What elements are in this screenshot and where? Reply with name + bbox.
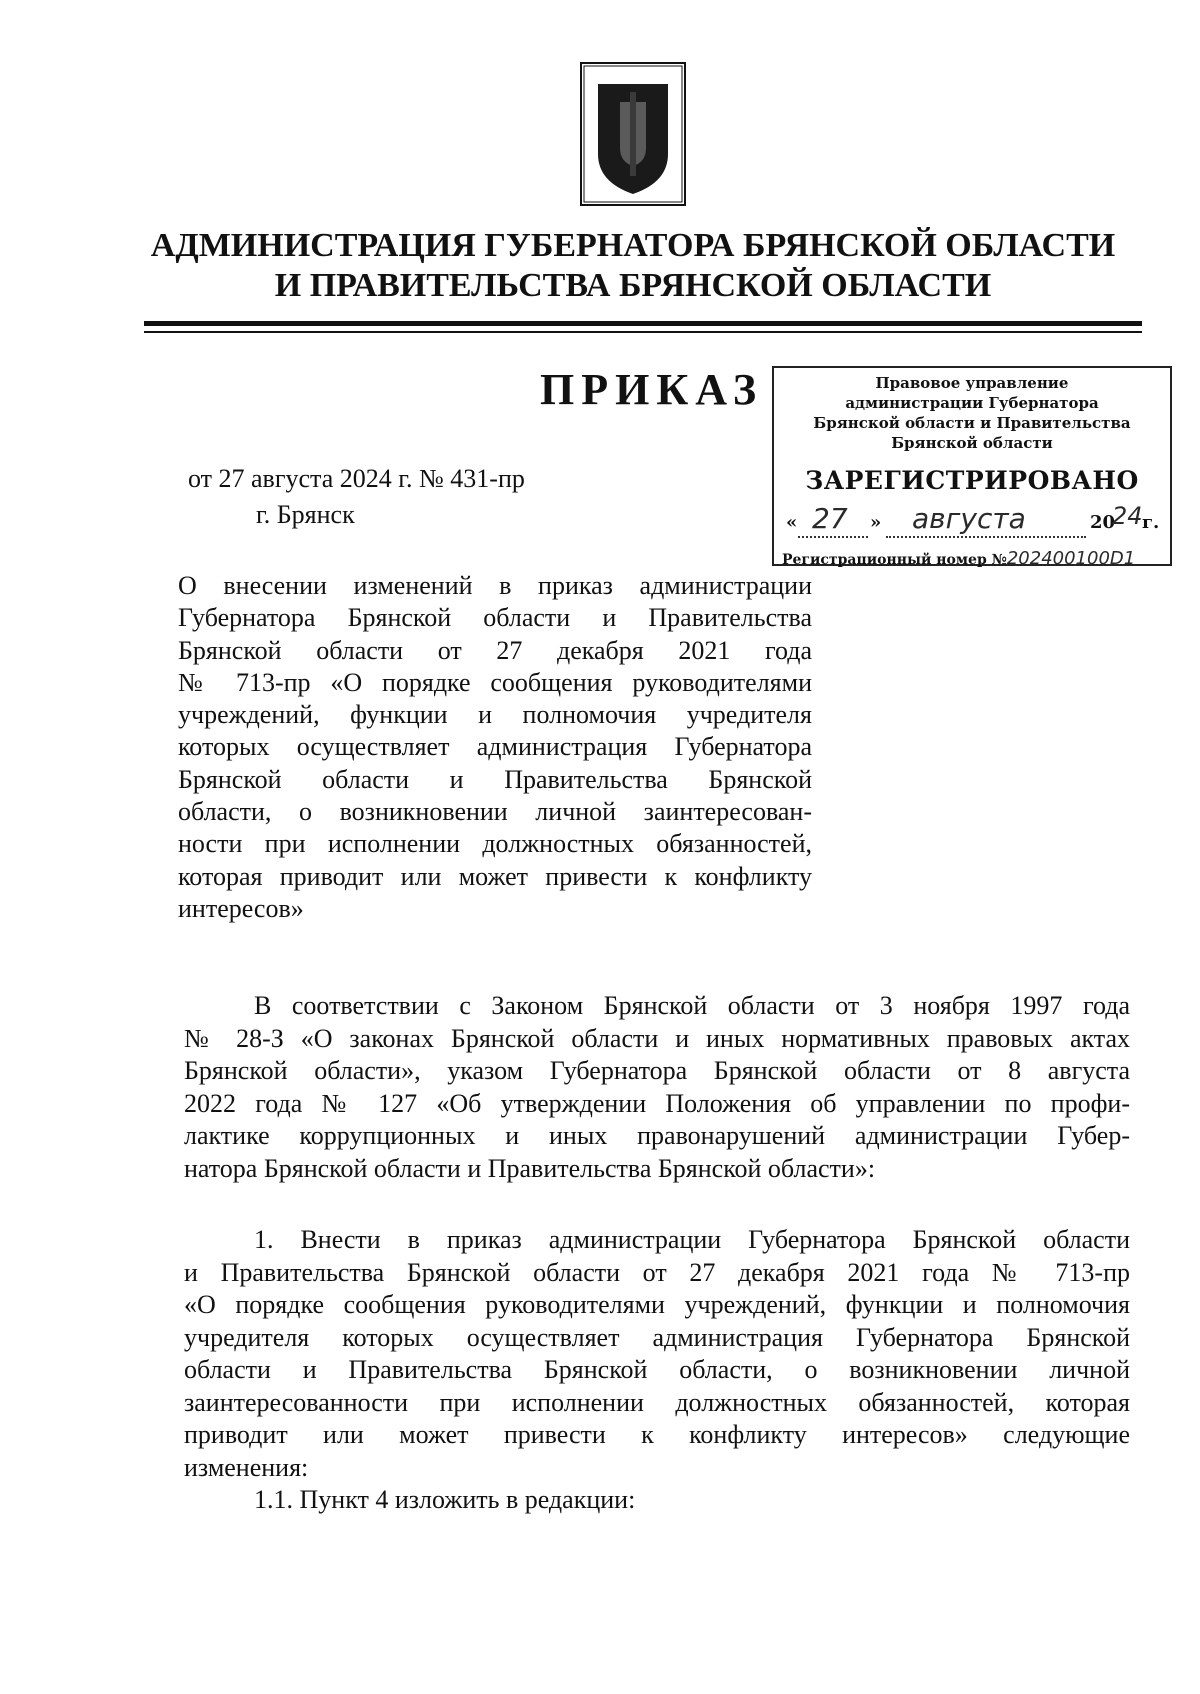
subject-line: Губернатора Брянской области и Правительства: [178, 603, 812, 633]
subject-line: области, о возникновении личной заинтересован-: [178, 797, 812, 827]
stamp-day-underline: [798, 536, 868, 538]
stamp-year-unit: г.: [1142, 512, 1160, 533]
item-1-line: приводит или может привести к конфликту интересов» следующие: [184, 1420, 1130, 1449]
preamble-line: натора Брянской области и Правительства Брянской области»:: [184, 1153, 876, 1183]
document-title: ПРИКАЗ: [540, 365, 764, 414]
item-1-line: и Правительства Брянской области от 27 декабря 2021 года № 713-пр: [184, 1257, 1130, 1287]
subject-line: которых осуществляет администрация Губернатора: [178, 732, 812, 762]
subject-line: О внесении изменений в приказ администрации: [178, 571, 812, 600]
item-1-paragraph: [184, 1224, 1130, 1517]
preamble-line: лактике коррупционных и иных правонарушений администрации Губер-: [184, 1121, 1130, 1150]
subject-line: Брянской области от 27 декабря 2021 года: [178, 635, 812, 665]
stamp-date: [786, 502, 1166, 542]
document-date-number: от 27 августа 2024 г. № 431-пр: [188, 464, 525, 493]
header-divider-thin: [144, 331, 1142, 333]
document-subject: [178, 570, 812, 925]
item-1-1-line: 1.1. Пункт 4 изложить в редакции:: [254, 1485, 636, 1514]
subject-line: интересов»: [178, 893, 304, 923]
stamp-line-4: Брянской области: [891, 434, 1053, 452]
preamble-line: В соответствии с Законом Брянской области от 3 ноября 1997 года: [254, 991, 1130, 1020]
document-city: г. Брянск: [256, 500, 355, 529]
stamp-year-suffix: 24: [1112, 502, 1143, 530]
stamp-line-2: администрации Губернатора: [845, 394, 1099, 412]
stamp-day: 27: [812, 502, 848, 535]
header-divider-thick: [144, 321, 1142, 326]
organization-name: [0, 226, 1200, 306]
subject-line: № 713-пр «О порядке сообщения руководителями: [178, 667, 812, 697]
stamp-line-3: Брянской области и Правительства: [813, 414, 1131, 432]
item-1-line: «О порядке сообщения руководителями учреждений, функции и полномочия: [184, 1290, 1130, 1319]
item-1-line: изменения:: [184, 1452, 309, 1482]
stamp-registered-label: ЗАРЕГИСТРИРОВАНО: [805, 466, 1139, 495]
stamp-registration-number: [782, 548, 1135, 569]
item-1-line: учредителя которых осуществляет администрация Губернатора Брянской: [184, 1322, 1130, 1352]
item-1-line: области и Правительства Брянской области, о возникновении личной: [184, 1355, 1130, 1384]
coat-of-arms-icon: [580, 62, 686, 206]
stamp-reg-number: 202400100D1: [1006, 548, 1136, 569]
preamble-line: Брянской области», указом Губернатора Брянской области от 8 августа: [184, 1056, 1130, 1085]
preamble-paragraph: [184, 990, 1130, 1185]
item-1-line: 1. Внести в приказ администрации Губернатора Брянской области: [254, 1225, 1130, 1254]
subject-line: ности при исполнении должностных обязанностей,: [178, 829, 812, 859]
stamp-month-underline: [886, 536, 1086, 538]
stamp-line-1: Правовое управление: [875, 374, 1069, 392]
stamp-reg-label: Регистрационный номер №: [782, 552, 1007, 568]
preamble-line: № 28-З «О законах Брянской области и иных нормативных правовых актах: [184, 1023, 1130, 1053]
organization-name-line2: И ПРАВИТЕЛЬСТВА БРЯНСКОЙ ОБЛАСТИ: [274, 267, 992, 304]
item-1-line: заинтересованности при исполнении должностных обязанностей, которая: [184, 1387, 1130, 1417]
preamble-line: 2022 года № 127 «Об утверждении Положения об управлении по профи-: [184, 1088, 1130, 1118]
subject-line: учреждений, функции и полномочия учредителя: [178, 700, 812, 730]
stamp-year-prefix: 20: [1090, 512, 1116, 533]
subject-line: Брянской области и Правительства Брянской: [178, 764, 812, 794]
registration-stamp: [772, 366, 1172, 569]
stamp-open-quote: «: [786, 512, 798, 533]
organization-name-line1: АДМИНИСТРАЦИЯ ГУБЕРНАТОРА БРЯНСКОЙ ОБЛАСТИ: [150, 227, 1116, 264]
stamp-close-quote: »: [870, 512, 882, 533]
stamp-month: августа: [912, 502, 1026, 535]
subject-line: которая приводит или может привести к конфликту: [178, 861, 812, 891]
